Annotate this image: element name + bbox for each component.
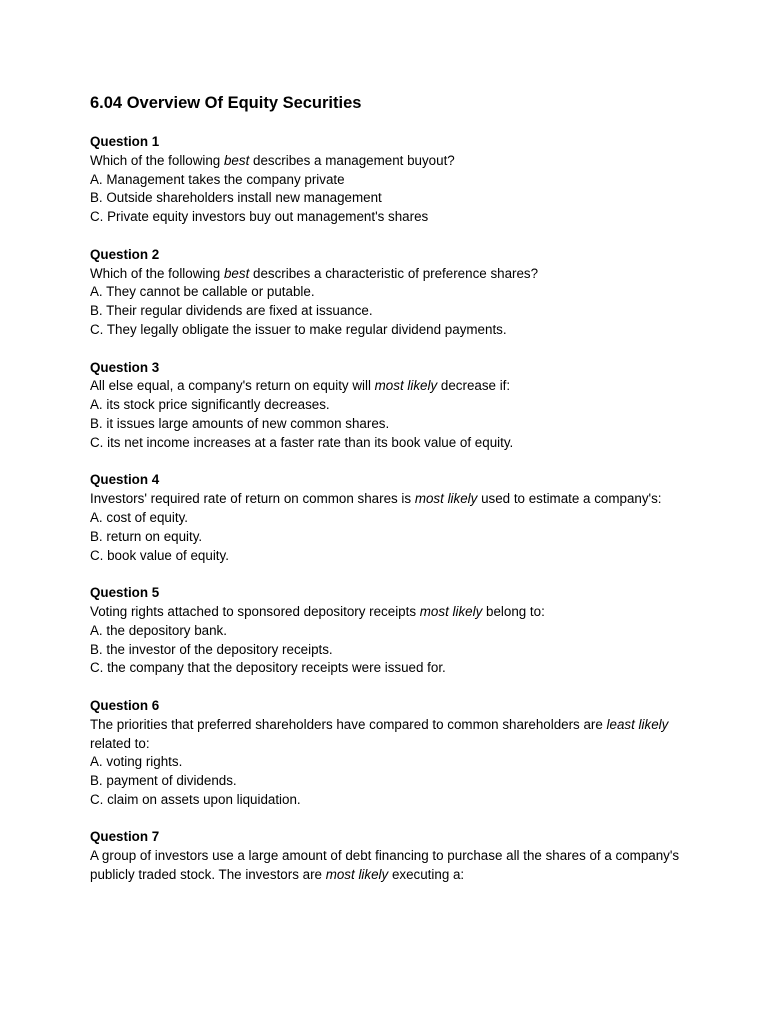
- answer-option: A. cost of equity.: [90, 509, 188, 525]
- question-stem-emphasis: most likely: [374, 378, 438, 394]
- answer-option: C. book value of equity.: [90, 547, 229, 563]
- answer-option: A. voting rights.: [90, 754, 183, 770]
- answer-option: C. Private equity investors buy out management's shares: [90, 209, 429, 225]
- question-stem-text: executing a:: [388, 867, 465, 883]
- question-heading: Question 1: [90, 134, 160, 149]
- question-stem-text: The priorities that preferred shareholders have compared to common shareholders are: [90, 716, 607, 732]
- question-stem-text: A group of investors use a large amount of debt financing to purchase all the shares of a company's publicly traded stock. The investors are: [90, 848, 680, 883]
- question-heading: Question 5: [90, 585, 160, 601]
- question-stem-emphasis: least likely: [606, 716, 669, 732]
- question-stem-text: decrease if:: [437, 378, 511, 394]
- question-stem-emphasis: most likely: [325, 867, 389, 883]
- question-stem-emphasis: best: [223, 265, 250, 281]
- answer-option: B. payment of dividends.: [90, 773, 237, 789]
- question-stem-text: related to:: [90, 735, 150, 751]
- question-block: [90, 471, 690, 565]
- question-heading: Question 7: [90, 829, 160, 845]
- question-stem-text: Which of the following: [90, 152, 224, 168]
- question-block: [90, 697, 690, 810]
- answer-option: A. They cannot be callable or putable.: [90, 284, 315, 300]
- question-heading: Question 3: [90, 359, 160, 375]
- question-stem: [90, 490, 690, 509]
- answer-option: A. Management takes the company private: [90, 171, 345, 187]
- answer-option: B. the investor of the depository receipts.: [90, 641, 333, 657]
- question-stem: [90, 377, 690, 396]
- question-stem: [90, 265, 690, 284]
- question-block: [90, 828, 690, 884]
- question-stem-emphasis: most likely: [419, 603, 483, 619]
- document-title: 6.04 Overview Of Equity Securities: [90, 94, 362, 112]
- answer-option: B. return on equity.: [90, 528, 203, 544]
- question-heading: Question 4: [90, 472, 160, 488]
- answer-option: B. Outside shareholders install new management: [90, 190, 382, 206]
- question-stem-text: Investors' required rate of return on common shares is: [90, 491, 415, 507]
- question-stem: [90, 152, 690, 171]
- question-block: [90, 584, 690, 678]
- question-block: [90, 133, 690, 227]
- question-block: [90, 246, 690, 340]
- question-stem: [90, 603, 690, 622]
- answer-option: C. claim on assets upon liquidation.: [90, 791, 301, 807]
- question-heading: Question 2: [90, 246, 160, 262]
- question-stem-text: Voting rights attached to sponsored depository receipts: [90, 603, 420, 619]
- question-stem-text: belong to:: [482, 603, 545, 619]
- question-heading: Question 6: [90, 697, 160, 713]
- answer-option: C. They legally obligate the issuer to make regular dividend payments.: [90, 321, 507, 337]
- question-stem-emphasis: best: [223, 152, 250, 168]
- answer-option: B. Their regular dividends are fixed at issuance.: [90, 303, 373, 319]
- question-stem-text: used to estimate a company's:: [477, 491, 662, 507]
- question-stem-emphasis: most likely: [414, 491, 478, 507]
- document-page: [90, 92, 690, 904]
- answer-option: B. it issues large amounts of new common shares.: [90, 415, 390, 431]
- answer-option: A. the depository bank.: [90, 622, 227, 638]
- question-stem-text: describes a management buyout?: [249, 152, 455, 168]
- answer-option: C. its net income increases at a faster rate than its book value of equity.: [90, 434, 514, 450]
- question-stem: [90, 716, 690, 754]
- question-stem-text: describes a characteristic of preference shares?: [249, 265, 539, 281]
- question-block: [90, 359, 690, 453]
- answer-option: A. its stock price significantly decreases.: [90, 397, 330, 413]
- answer-option: C. the company that the depository receipts were issued for.: [90, 660, 446, 676]
- question-stem-text: Which of the following: [90, 265, 224, 281]
- question-stem: [90, 847, 690, 885]
- question-stem-text: All else equal, a company's return on equity will: [90, 378, 375, 394]
- question-list: [90, 133, 690, 885]
